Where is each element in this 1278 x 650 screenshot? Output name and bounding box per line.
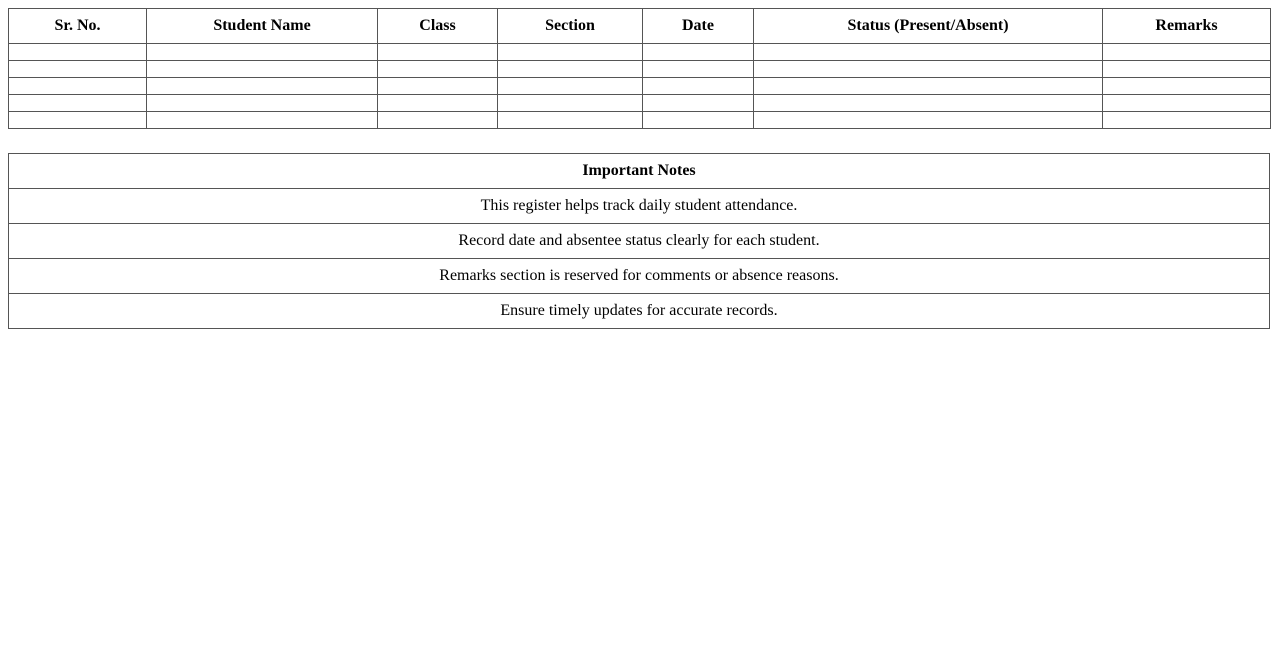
- column-header-class: Class: [378, 9, 498, 44]
- table-row: [9, 95, 1271, 112]
- table-cell[interactable]: [378, 61, 498, 78]
- notes-header-row: [9, 154, 1270, 189]
- table-cell[interactable]: [9, 44, 147, 61]
- column-header-status: Status (Present/Absent): [754, 9, 1103, 44]
- list-item: [9, 224, 1270, 259]
- table-cell[interactable]: [147, 95, 378, 112]
- table-cell[interactable]: [9, 61, 147, 78]
- notes-title: Important Notes: [9, 154, 1270, 189]
- note-text: Record date and absentee status clearly for each student.: [9, 224, 1270, 259]
- table-cell[interactable]: [498, 78, 643, 95]
- table-cell[interactable]: [643, 44, 754, 61]
- table-cell[interactable]: [147, 61, 378, 78]
- column-header-remarks: Remarks: [1103, 9, 1271, 44]
- list-item: [9, 294, 1270, 329]
- column-header-sr-no: Sr. No.: [9, 9, 147, 44]
- table-cell[interactable]: [498, 112, 643, 129]
- list-item: [9, 189, 1270, 224]
- table-cell[interactable]: [1103, 112, 1271, 129]
- note-text: This register helps track daily student attendance.: [9, 189, 1270, 224]
- table-cell[interactable]: [754, 95, 1103, 112]
- table-cell[interactable]: [1103, 95, 1271, 112]
- table-cell[interactable]: [643, 95, 754, 112]
- table-cell[interactable]: [754, 44, 1103, 61]
- column-header-student-name: Student Name: [147, 9, 378, 44]
- table-cell[interactable]: [378, 78, 498, 95]
- table-cell[interactable]: [147, 44, 378, 61]
- attendance-header-row: [9, 9, 1271, 44]
- attendance-table: [8, 8, 1271, 129]
- table-cell[interactable]: [643, 78, 754, 95]
- note-text: Remarks section is reserved for comments or absence reasons.: [9, 259, 1270, 294]
- table-row: [9, 44, 1271, 61]
- table-cell[interactable]: [378, 44, 498, 61]
- table-cell[interactable]: [9, 78, 147, 95]
- table-cell[interactable]: [754, 61, 1103, 78]
- table-cell[interactable]: [643, 61, 754, 78]
- list-item: [9, 259, 1270, 294]
- table-row: [9, 78, 1271, 95]
- table-cell[interactable]: [1103, 44, 1271, 61]
- table-cell[interactable]: [147, 112, 378, 129]
- column-header-date: Date: [643, 9, 754, 44]
- table-cell[interactable]: [754, 112, 1103, 129]
- table-cell[interactable]: [498, 44, 643, 61]
- notes-table: [8, 153, 1270, 329]
- table-cell[interactable]: [643, 112, 754, 129]
- table-cell[interactable]: [378, 112, 498, 129]
- table-cell[interactable]: [378, 95, 498, 112]
- table-cell[interactable]: [498, 61, 643, 78]
- table-cell[interactable]: [498, 95, 643, 112]
- table-cell[interactable]: [147, 78, 378, 95]
- note-text: Ensure timely updates for accurate records.: [9, 294, 1270, 329]
- table-cell[interactable]: [754, 78, 1103, 95]
- table-cell[interactable]: [9, 95, 147, 112]
- table-cell[interactable]: [9, 112, 147, 129]
- table-row: [9, 61, 1271, 78]
- table-cell[interactable]: [1103, 61, 1271, 78]
- table-row: [9, 112, 1271, 129]
- column-header-section: Section: [498, 9, 643, 44]
- table-cell[interactable]: [1103, 78, 1271, 95]
